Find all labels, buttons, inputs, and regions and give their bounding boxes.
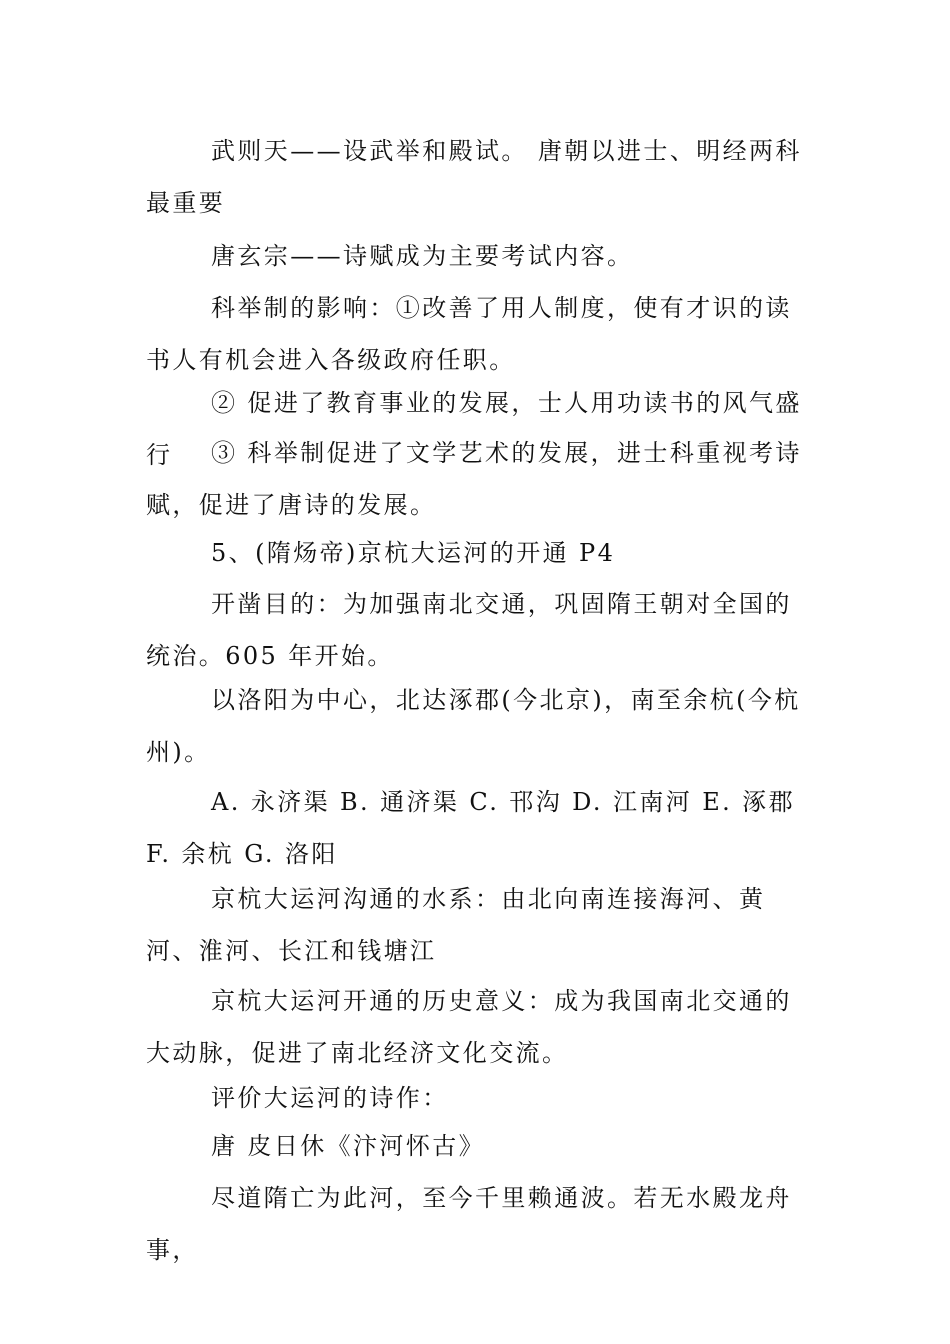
paragraph-poem-text: 尽道隋亡为此河，至今千里赖通波。若无水殿龙舟事， bbox=[146, 1184, 792, 1264]
paragraph-keju-influence: 科举制的影响：①改善了用人制度，使有才识的读书人有机会进入各级政府任职。 bbox=[146, 294, 792, 374]
paragraph-influence-3: ③ 科举制促进了文学艺术的发展，进士科重视考诗赋，促进了唐诗的发展。 bbox=[146, 439, 802, 519]
paragraph-influence-2: ② 促进了教育事业的发展，士人用功读书的风气盛行 bbox=[146, 389, 802, 469]
paragraph-canal-labels: A. 永济渠 B. 通济渠 C. 邗沟 D. 江南河 E. 涿郡 F. 余杭 G. 洛阳 bbox=[146, 788, 795, 868]
paragraph-canal-significance: 京杭大运河开通的历史意义：成为我国南北交通的大动脉，促进了南北经济文化交流。 bbox=[146, 987, 792, 1067]
paragraph-canal-waters: 京杭大运河沟通的水系：由北向南连接海河、黄河、淮河、长江和钱塘江 bbox=[146, 885, 766, 965]
section-heading-grand-canal: 5、(隋炀帝)京杭大运河的开通 P4 bbox=[211, 539, 616, 567]
paragraph-canal-purpose: 开凿目的：为加强南北交通，巩固隋王朝对全国的统治。605 年开始。 bbox=[146, 590, 792, 670]
paragraph-poem-intro: 评价大运河的诗作： bbox=[211, 1084, 449, 1112]
paragraph-canal-route: 以洛阳为中心，北达涿郡(今北京)，南至余杭(今杭州)。 bbox=[146, 686, 801, 766]
paragraph-wuzetian: 武则天——设武举和殿试。 唐朝以进士、明经两科最重要 bbox=[146, 137, 802, 217]
paragraph-poem-title: 唐 皮日休《汴河怀古》 bbox=[211, 1132, 486, 1160]
paragraph-tangxuanzong: 唐玄宗——诗赋成为主要考试内容。 bbox=[211, 242, 634, 270]
